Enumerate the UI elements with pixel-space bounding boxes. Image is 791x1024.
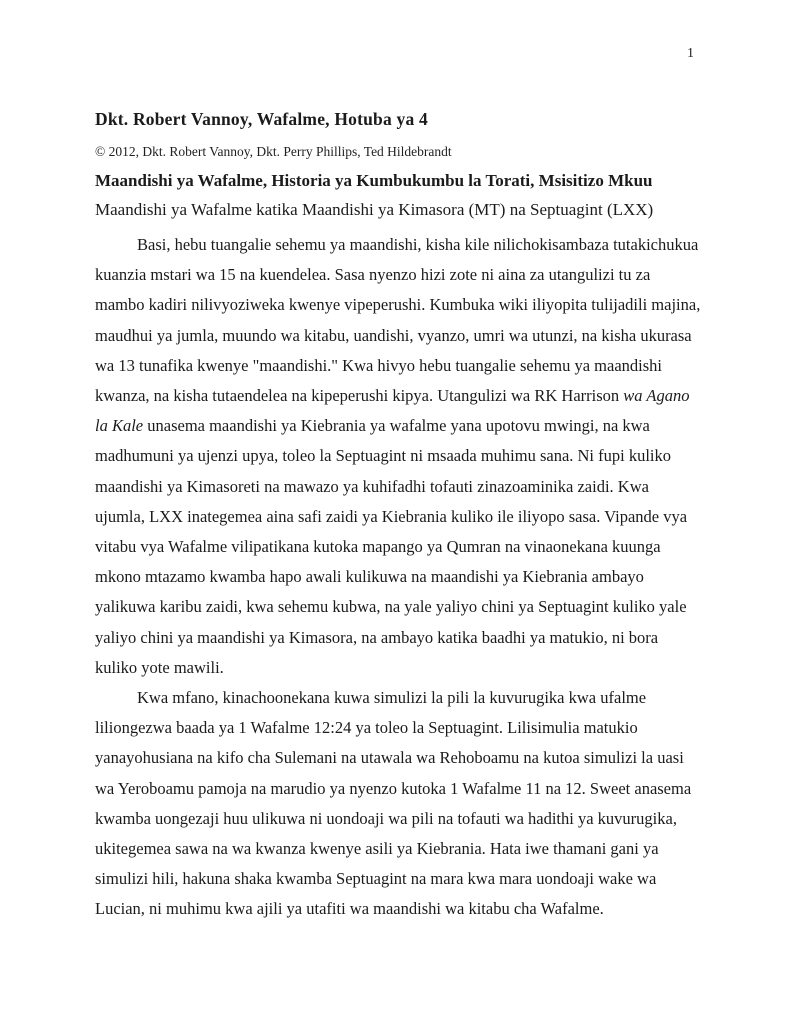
document-content [95,106,701,925]
italic-text-segment: wa Agano la Kale [95,386,690,436]
copyright-line: © 2012, Dkt. Robert Vannoy, Dkt. Perry Phillips, Ted Hildebrandt [95,144,452,159]
document-title: Dkt. Robert Vannoy, Wafalme, Hotuba ya 4 [95,109,428,129]
page-number: 1 [687,46,694,61]
text-segment: unasema maandishi ya Kiebrania ya wafalme yana upotovu mwingi, na kwa madhumuni ya ujenzi upya, toleo la Septuagint ni msaada muhimu sana. Ni fupi kuliko maandishi ya Kimasoreti na mawazo ya kuhifadhi tofauti zinazoaminika zaidi. Kwa ujumla, LXX inategemea aina safi zaidi ya Kiebrania kuliko ile iliyopo sasa. Vipande vya vitabu vya Wafalme vilipatikana kutoka mapango ya Qumran na vinaonekana kuunga mkono mtazamo kwamba hapo awali kulikuwa na maandishi ya Kiebrania ambayo yalikuwa karibu zaidi, kwa sehemu kubwa, na yale yaliyo chini ya Septuagint kuliko yale yaliyo chini ya maandishi ya Kimasora, na ambayo katika baadhi ya matukio, ni bora kuliko yote mawili. [95,416,688,677]
section-heading: Maandishi ya Wafalme, Historia ya Kumbukumbu la Torati, Msisitizo Mkuu [95,171,653,190]
text-segment: Basi, hebu tuangalie sehemu ya maandishi, kisha kile nilichokisambaza tutakichukua kuanzia mstari wa 15 na kuendelea. Sasa nyenzo hizi zote ni aina za utangulizi tu za mambo kadiri nilivyoziweka kwenye vipeperushi. Kumbuka wiki iliyopita tulijadili majina, maudhui ya jumla, muundo wa kitabu, uandishi, vyanzo, umri wa utunzi, na kisha ukurasa wa 13 tunafika kwenye "maandishi." Kwa hivyo hebu tuangalie sehemu ya maandishi kwanza, na kisha tutaendelea na kipeperushi kipya. Utangulizi wa RK Harrison [95,235,701,406]
body-text [95,230,701,925]
paragraph [95,683,701,925]
subheading: Maandishi ya Wafalme katika Maandishi ya Kimasora (MT) na Septuagint (LXX) [95,200,654,219]
text-segment: Kwa mfano, kinachoonekana kuwa simulizi la pili la kuvurugika kwa ufalme liliongezwa baada ya 1 Wafalme 12:24 ya toleo la Septuagint. Lilisimulia matukio yanayohusiana na kifo cha Sulemani na utawala wa Rehoboamu na kutoa simulizi la uasi wa Yeroboamu pamoja na marudio ya nyenzo kutoka 1 Wafalme 11 na 12. Sweet anasema kwamba uongezaji huu ulikuwa ni uondoaji wa pili na tofauti wa hadithi ya kuvurugika, ukitegemea sawa na wa kwanza kwenye asili ya Kiebrania. Hata iwe thamani gani ya simulizi hili, hakuna shaka kwamba Septuagint na mara kwa mara uondoaji wake wa Lucian, ni muhimu kwa ajili ya utafiti wa maandishi wa kitabu cha Wafalme. [95,688,692,919]
paragraph [95,230,701,683]
